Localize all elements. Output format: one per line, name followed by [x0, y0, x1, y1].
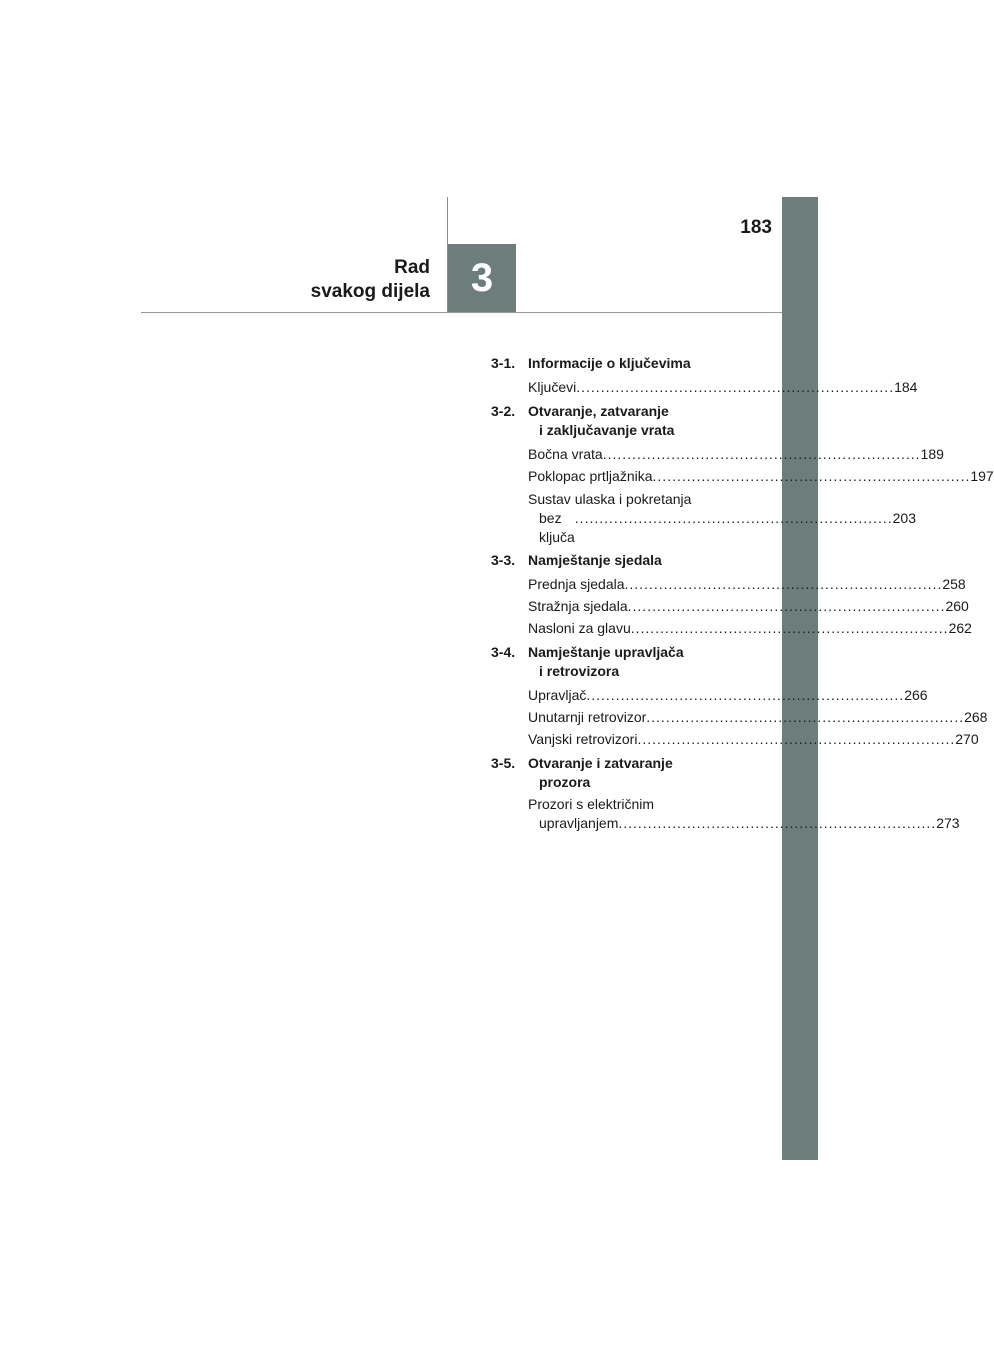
section-title-line1: Otvaranje, zatvaranje — [528, 403, 669, 419]
page-number: 183 — [740, 217, 772, 238]
dot-leader: ................................................................. — [602, 446, 921, 462]
section-title-line2: i retrovizora — [539, 663, 620, 679]
section-title-line2: prozora — [539, 774, 591, 790]
entry-page: 260 — [945, 598, 969, 614]
table-of-contents — [491, 354, 994, 833]
toc-entry-prednja-sjedala[interactable] — [528, 573, 966, 595]
entry-page: 197 — [970, 468, 994, 484]
toc-entry-bocna-vrata[interactable] — [528, 443, 944, 465]
dot-leader: ................................................................. — [576, 379, 895, 395]
toc-section-3-1[interactable] — [491, 354, 739, 373]
dot-leader: ................................................................. — [586, 687, 905, 703]
toc-entry-prozori[interactable] — [528, 795, 960, 833]
entry-page: 273 — [936, 815, 960, 831]
entry-label: Prednja sjedala — [528, 576, 625, 592]
toc-entry-vanjski-retrovizori[interactable] — [528, 728, 979, 750]
toc-entry-straznja-sjedala[interactable] — [528, 595, 969, 617]
entry-label-line2: upravljanjem — [539, 815, 619, 831]
chapter-title — [311, 256, 430, 304]
chapter-title-line1: Rad — [394, 257, 430, 278]
toc-entry-unutarnji-retrovizor[interactable] — [528, 706, 988, 728]
section-title: Namještanje sjedala — [528, 552, 662, 568]
entry-page: 270 — [955, 731, 979, 747]
entry-page: 184 — [894, 379, 918, 395]
chapter-side-tab — [782, 197, 818, 1160]
dot-leader: ................................................................. — [646, 709, 965, 725]
toc-section-3-2[interactable] — [491, 402, 739, 440]
toc-section-3-4[interactable] — [491, 643, 739, 681]
toc-entry-poklopac-prtljaznika[interactable] — [528, 465, 994, 487]
section-title — [528, 754, 739, 792]
entry-page: 268 — [964, 709, 988, 725]
section-number: 3-2. — [491, 403, 516, 419]
entry-label-line1: Sustav ulaska i pokretanja — [528, 491, 692, 507]
entry-page: 266 — [904, 687, 928, 703]
chapter-title-line2: svakog dijela — [310, 281, 430, 302]
toc-entry-sustav-ulaska[interactable] — [528, 490, 916, 547]
entry-label-line1: Prozori s električnim — [528, 796, 655, 812]
entry-page: 203 — [892, 510, 916, 526]
toc-entry-upravljac[interactable] — [528, 684, 928, 706]
toc-entry-kljucevi[interactable] — [528, 376, 918, 398]
dot-leader: ................................................................. — [574, 510, 893, 526]
toc-section-3-3[interactable] — [491, 551, 739, 570]
section-title-line2: i zaključavanje vrata — [539, 422, 675, 438]
section-title-line1: Namještanje upravljača — [528, 644, 684, 660]
entry-label: Nasloni za glavu — [528, 620, 631, 636]
section-title — [528, 402, 739, 440]
entry-label: Stražnja sjedala — [528, 598, 628, 614]
section-title: Informacije o ključevima — [528, 355, 691, 371]
entry-label: Upravljač — [528, 687, 587, 703]
entry-label: Bočna vrata — [528, 446, 603, 462]
entry-page: 258 — [942, 576, 966, 592]
section-title — [528, 643, 739, 681]
section-number: 3-1. — [491, 355, 516, 371]
toc-section-3-5[interactable] — [491, 754, 739, 792]
entry-label-line2: bez ključa — [539, 510, 575, 545]
entry-page: 189 — [920, 446, 944, 462]
section-title-line1: Otvaranje i zatvaranje — [528, 755, 673, 771]
dot-leader: ................................................................. — [624, 576, 943, 592]
entry-label: Poklopac prtljažnika — [528, 468, 653, 484]
section-number: 3-5. — [491, 755, 516, 771]
dot-leader: ................................................................. — [637, 731, 956, 747]
entry-page: 262 — [948, 620, 972, 636]
section-number: 3-4. — [491, 644, 516, 660]
dot-leader: ................................................................. — [627, 598, 946, 614]
dot-leader: ................................................................. — [630, 620, 949, 636]
header-horizontal-rule — [141, 312, 782, 313]
chapter-number-box: 3 — [448, 244, 516, 312]
toc-entry-nasloni-za-glavu[interactable] — [528, 617, 972, 639]
entry-label: Unutarnji retrovizor — [528, 709, 647, 725]
entry-label: Vanjski retrovizori — [528, 731, 638, 747]
dot-leader: ................................................................. — [618, 815, 937, 831]
entry-label: Ključevi — [528, 379, 577, 395]
dot-leader: ................................................................. — [652, 468, 971, 484]
section-number: 3-3. — [491, 552, 516, 568]
